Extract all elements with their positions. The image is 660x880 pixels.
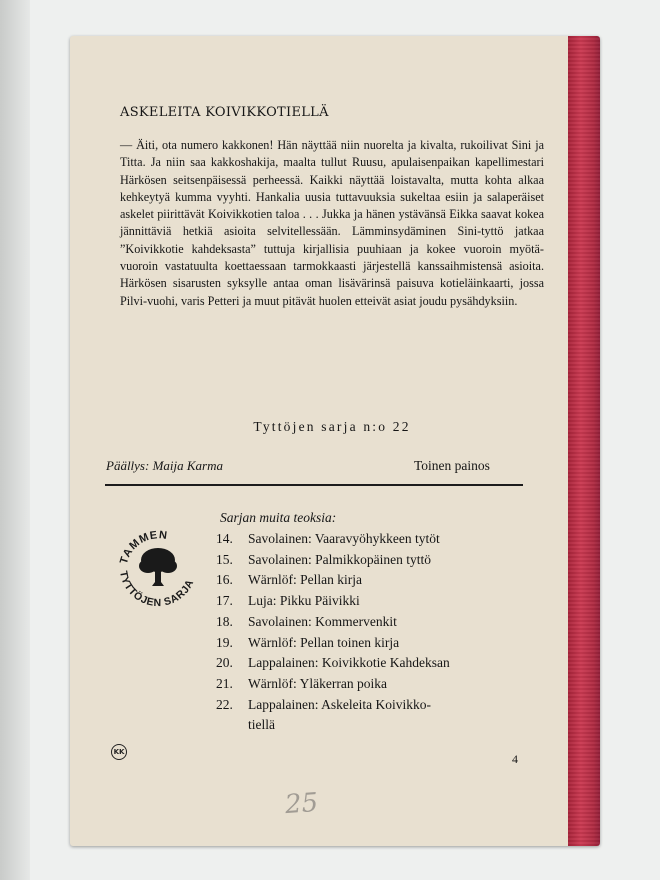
series-list-heading: Sarjan muita teoksia: <box>220 510 337 525</box>
series-list <box>216 529 450 736</box>
list-item: 20. Lappalainen: Koivikkotie Kahdeksan <box>216 655 450 671</box>
series-number: Tyttöjen sarja n:o 22 <box>253 419 411 434</box>
list-item-continuation: tiellä <box>248 717 275 733</box>
cover-credit: Päällys: Maija Karma <box>106 458 223 473</box>
list-item: 16. Wärnlöf: Pellan kirja <box>216 572 362 588</box>
list-item: 15. Savolainen: Palmikkopäinen tyttö <box>216 551 431 567</box>
edition: Toinen painos <box>414 458 490 473</box>
pencil-note: 25 <box>283 787 320 821</box>
tree-icon <box>108 516 208 616</box>
svg-text:TYTTÖJEN SARJA: TYTTÖJEN SARJA <box>117 569 197 610</box>
background-shadow <box>0 0 30 880</box>
divider-rule <box>105 484 523 486</box>
list-item: 18. Savolainen: Kommervenkit <box>216 613 397 629</box>
svg-text:TAMMEN: TAMMEN <box>117 529 169 566</box>
book-blurb: — Äiti, ota numero kakkonen! Hän näyttää niin nuorelta ja kivalta, rukoilivat Sini ja Titta. Ja niin saa kakkoshakija, maalta tullut Ruusu, apulaisenpaikan kapellimestari Härkösen seitsenpäisessä perheessä. Kaikki näyttää loistavalta, mutta kohta alkaa kehkeytyä kumma vyyhti. Hankalia uusia tuttavuuksia sukeltaa esiin ja salaperäiset askelet piirittävät Koivikkotien taloa . . . Jukka ja hänen ystävänsä Eikka saavat kokea jännittäviä hetkiä asioita selvitellessään. Lämminsydäminen Sini-tyttö jatkaa ”Koivikkotie kahdeksasta” tuttuja kirjallisia puuhiaan ja kokee vuoroin myötä- vuoroin vastatuulta koettaessaan tarmokkaasti järjestellä kanssaihmistensä asioita. Härkösen sisarusten syksylle antaa oman lisävärinsä paisuva kotieläinkaarti, jossa Pilvi-vuohi, varis Petteri ja muut pitävät huolen etteivät asiat joudu pysähdyksiin. <box>120 138 544 308</box>
list-item: 21. Wärnlöf: Yläkerran poika <box>216 675 387 691</box>
book-spine <box>568 36 600 846</box>
list-item: 19. Wärnlöf: Pellan toinen kirja <box>216 634 400 650</box>
list-item: 22. Lappalainen: Askeleita Koivikko- <box>216 696 431 712</box>
publisher-mark-icon: KK <box>111 744 127 760</box>
list-item: 17. Luja: Pikku Päivikki <box>216 593 360 609</box>
page-number: 4 <box>512 752 518 766</box>
book-back-cover <box>70 36 600 846</box>
book-title: ASKELEITA KOIVIKKOTIELLÄ <box>120 105 329 120</box>
list-item: 14. Savolainen: Vaaravyöhykkeen tytöt <box>216 531 440 546</box>
